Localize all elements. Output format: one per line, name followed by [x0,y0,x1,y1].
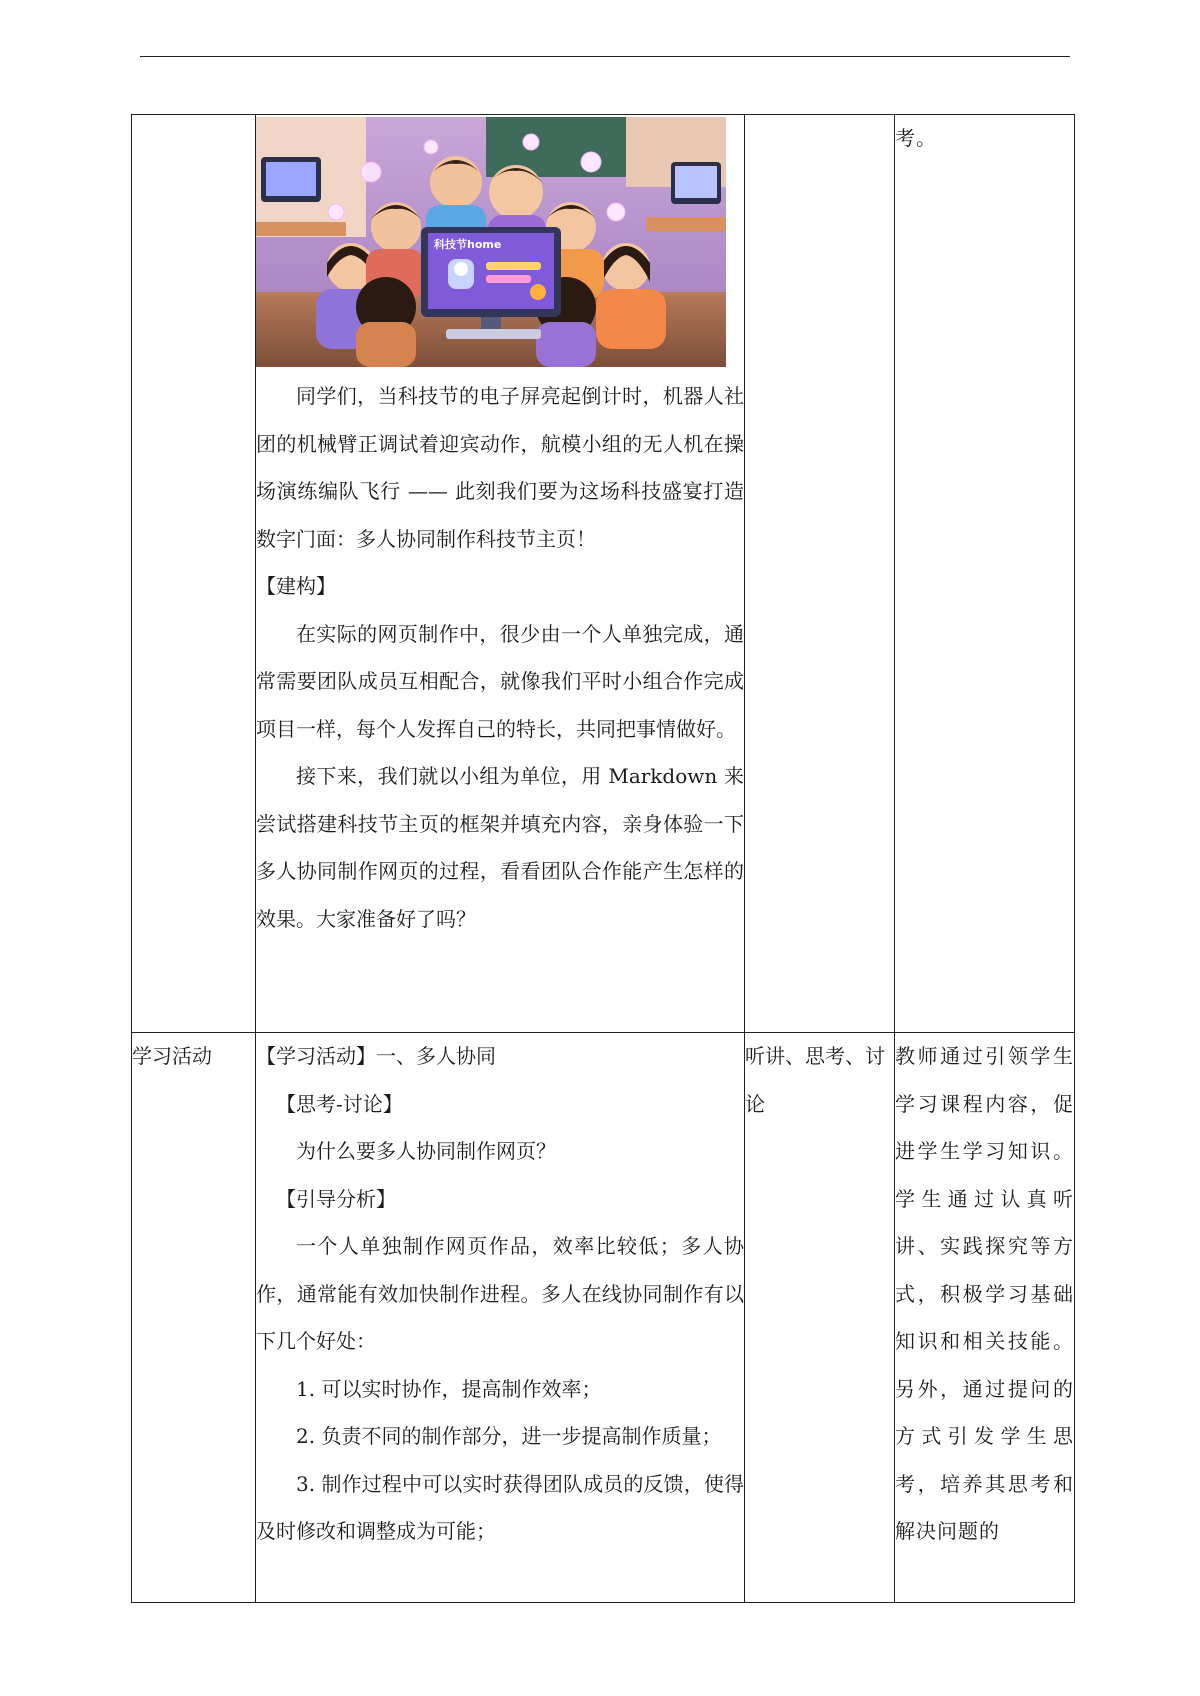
analysis-paragraph: 一个人单独制作网页作品，效率比较低；多人协作，通常能有效加快制作进程。多人在线协同制作有以下几个好处： [256,1234,744,1353]
construct-paragraph-2: 接下来，我们就以小组为单位，用 Markdown 来尝试搭建科技节主页的框架并填充内容，亲身体验一下多人协同制作网页的过程，看看团队合作能产生怎样的效果。大家准备好了吗？ [256,764,744,931]
row1-col2 [256,115,745,1033]
discuss-heading: 【思考-讨论】 [276,1091,403,1116]
row1-col3 [745,115,895,1033]
table-row-activity [132,1033,1075,1603]
header-rule [140,56,1070,57]
row1-col1 [132,115,256,1033]
row2-col4-text: 教师通过引领学生学习课程内容，促进学生学习知识。学生通过认真听讲、实践探究等方式，积极学习基础知识和相关技能。另外，通过提问的方式引发学生思考，培养其思考和解决问题的 [895,1044,1074,1543]
intro-paragraph: 同学们，当科技节的电子屏亮起倒计时，机器人社团的机械臂正调试着迎宾动作，航模小组的无人机在操场演练编队飞行 —— 此刻我们要为这场科技盛宴打造数字门面：多人协同制作科技节主页！ [256,384,744,551]
row2-col3-text: 听讲、思考、讨论 [745,1044,885,1116]
table-row-intro [132,115,1075,1033]
lesson-table [131,114,1075,1603]
construct-paragraph-1: 在实际的网页制作中，很少由一个人单独完成，通常需要团队成员互相配合，就像我们平时小组合作完成项目一样，每个人发挥自己的特长，共同把事情做好。 [256,621,744,741]
benefit-item-3: 3. 制作过程中可以实时获得团队成员的反馈，使得及时修改和调整成为可能； [256,1471,744,1543]
row2-col2 [256,1033,745,1603]
row1-col4-text: 考。 [895,126,937,150]
construct-heading: 【建构】 [256,574,336,598]
row2-col3 [745,1033,895,1603]
benefit-item-1: 1. 可以实时协作，提高制作效率； [296,1376,602,1401]
row2-col4 [895,1033,1075,1603]
screen-brand-text: 科技节home [434,238,502,251]
row2-col1-label: 学习活动 [132,1044,212,1068]
row2-col1 [132,1033,256,1603]
activity-heading: 【学习活动】一、多人协同 [256,1044,496,1068]
guide-heading: 【引导分析】 [276,1186,396,1211]
benefit-item-2: 2. 负责不同的制作部分，进一步提高制作质量； [296,1424,722,1448]
row1-col4 [895,115,1075,1033]
discuss-question: 为什么要多人协同制作网页？ [296,1139,556,1163]
classroom-illustration [256,117,726,367]
